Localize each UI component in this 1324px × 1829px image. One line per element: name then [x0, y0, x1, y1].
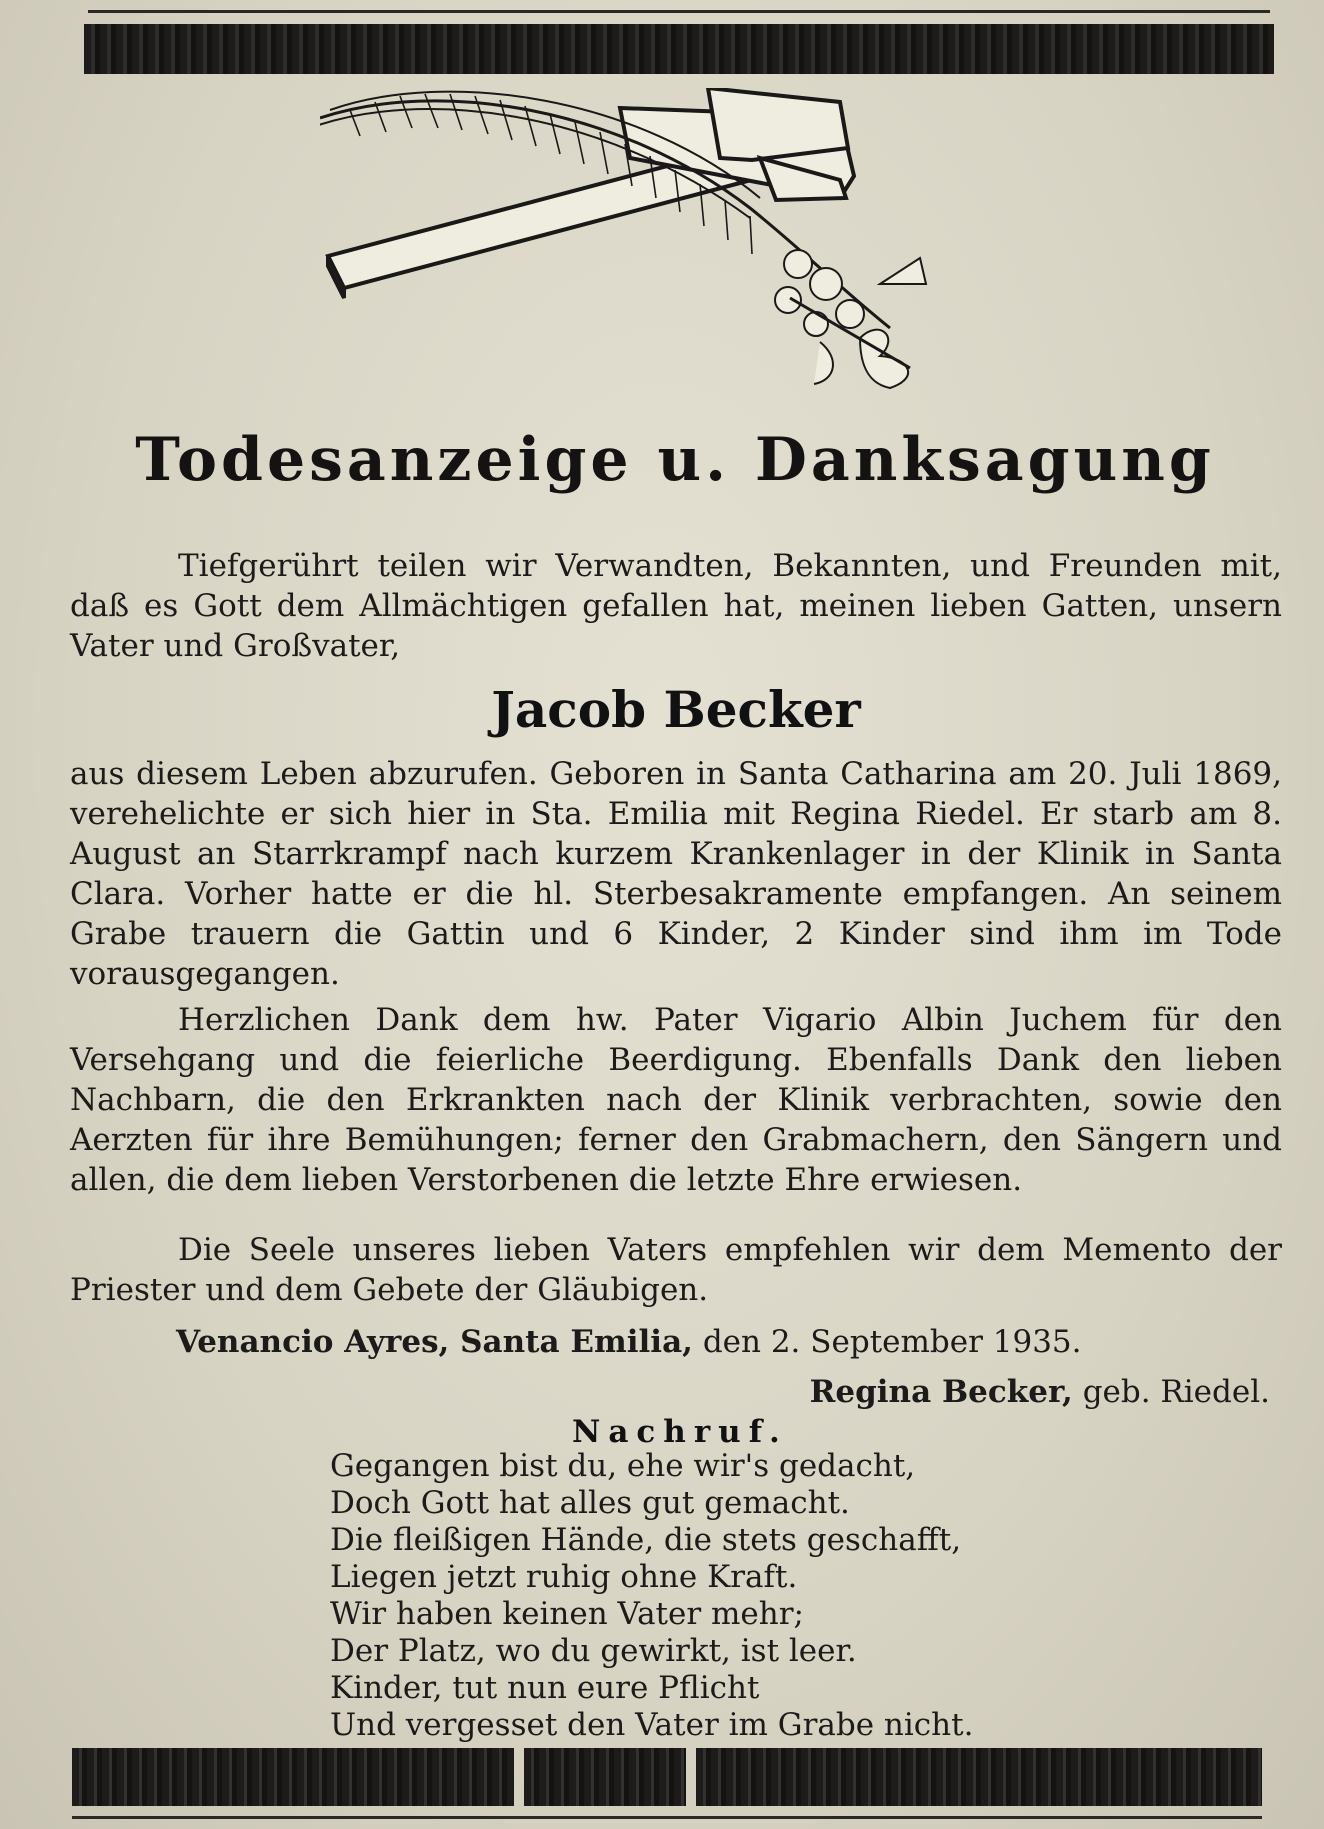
poem-line: Der Platz, wo du gewirkt, ist leer. [330, 1633, 857, 1669]
poem-line: Wir haben keinen Vater mehr; [330, 1596, 805, 1632]
poem-line: Liegen jetzt ruhig ohne Kraft. [330, 1559, 798, 1595]
poem-line: Gegangen bist du, ehe wir's gedacht, [330, 1448, 916, 1484]
poem-line: Kinder, tut nun eure Pflicht [330, 1670, 760, 1706]
biography-paragraph: aus diesem Leben abzurufen. Geboren in Santa Catharina am 20. Juli 1869, verehelichte er sich hier in Sta. Emilia mit Regina Riedel. Er starb am 8. August an Starrkrampf nach kurzem Krankenlager in der Klinik in Santa Clara. Vorher hatte er die hl. Sterbesakramente empfangen. An seinem Grabe trauern die Gattin und 6 Kinder, 2 Kinder sind ihm im Tode vorausgegangen. [70, 756, 1282, 992]
cross-with-palm-frond-icon [320, 88, 1040, 398]
signature [810, 1372, 1270, 1412]
page-title: Todesanzeige u. Danksagung [135, 425, 1215, 495]
top-thin-rule [88, 10, 1270, 13]
signature-maiden-name: geb. Riedel. [1082, 1374, 1270, 1410]
memento-paragraph: Die Seele unseres lieben Vaters empfehlen wir dem Memento der Priester und dem Gebete der Gläubigen. [70, 1232, 1282, 1308]
dateline-date: den 2. September 1935. [702, 1324, 1082, 1360]
poem-line: Und vergesset den Vater im Grabe nicht. [330, 1707, 974, 1743]
bottom-mourning-border [72, 1748, 514, 1806]
dateline [176, 1322, 1276, 1362]
poem-title: Nachruf. [572, 1414, 788, 1450]
bottom-thin-rule [72, 1816, 1262, 1819]
signature-name: Regina Becker, [809, 1374, 1073, 1410]
dateline-place: Venancio Ayres, Santa Emilia, [176, 1324, 693, 1360]
poem-line: Die fleißigen Hände, die stets geschafft, [330, 1522, 962, 1558]
top-mourning-border [84, 24, 1274, 74]
poem [330, 1448, 1130, 1744]
deceased-name: Jacob Becker [491, 680, 861, 739]
bottom-mourning-border [524, 1748, 686, 1806]
opening-paragraph: Tiefgerührt teilen wir Verwandten, Bekannten, und Freunden mit, daß es Gott dem Allmächtigen gefallen hat, meinen lieben Gatten, unsern Vater und Großvater, [70, 548, 1282, 664]
thanks-paragraph: Herzlichen Dank dem hw. Pater Vigario Albin Juchem für den Versehgang und die feierliche Beerdigung. Ebenfalls Dank den lieben Nachbarn, die den Erkrankten nach der Klinik verbrachten, sowie den Aerzten für ihre Bemühungen; ferner den Grabmachern, den Sängern und allen, die dem lieben Verstorbenen die letzte Ehre erwiesen. [70, 1002, 1282, 1198]
bottom-mourning-border [696, 1748, 1262, 1806]
poem-line: Doch Gott hat alles gut gemacht. [330, 1485, 850, 1521]
